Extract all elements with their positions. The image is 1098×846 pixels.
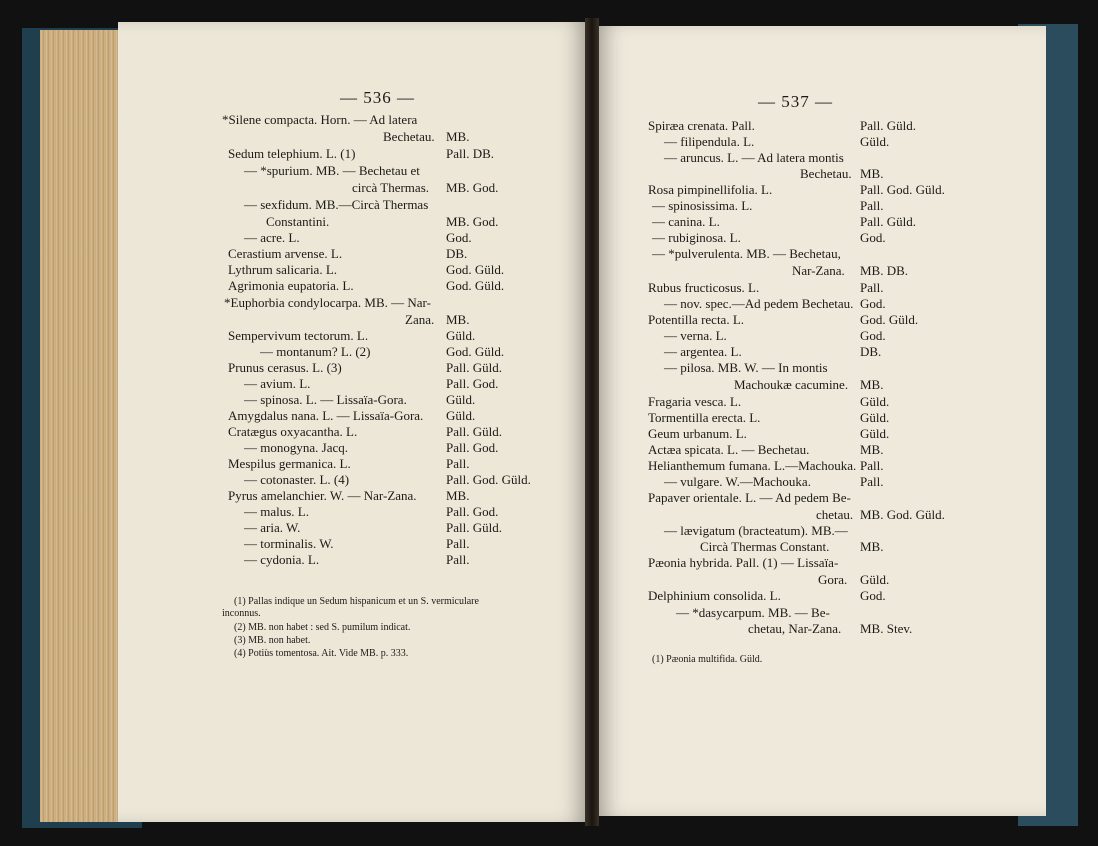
left-entry-text: — avium. L. (244, 376, 311, 391)
right-entry-source: Pall. Güld. (860, 214, 916, 229)
right-entry-text: — canina. L. (652, 214, 720, 229)
right-entry-source: God. (860, 230, 886, 245)
right-entry-source: God. (860, 296, 886, 311)
right-entry-text: chetau, Nar-Zana. (748, 621, 842, 636)
right-entry-source: DB. (860, 344, 882, 359)
right-entry-text: — pilosa. MB. W. — In montis (664, 360, 828, 375)
right-page-number: — 537 — (758, 92, 833, 111)
left-entry-text: — monogyna. Jacq. (244, 440, 348, 455)
left-entry-text: — aria. W. (244, 520, 301, 535)
left-entry-text: — montanum? L. (2) (260, 344, 371, 359)
right-entry-text: — spinosissima. L. (652, 198, 753, 213)
left-page-number: — 536 — (340, 88, 415, 107)
left-entry-source: Pall. God. (446, 376, 499, 391)
left-entry-source: Güld. (446, 392, 476, 407)
left-entry-source: God. (446, 230, 472, 245)
right-entry-text: Potentilla recta. L. (648, 312, 745, 327)
left-footnote-1a: (1) Pallas indique un Sedum hispanicum et un S. vermiculare (234, 596, 479, 607)
left-entry-source: God. Güld. (446, 262, 505, 277)
right-entry-text: Circà Thermas Constant. (700, 539, 830, 554)
book-gutter (585, 18, 599, 826)
left-entry-source: Pall. God. Güld. (446, 472, 531, 487)
right-entry-source: MB. (860, 442, 884, 457)
right-entry-source: Güld. (860, 134, 890, 149)
right-entry-source: MB. DB. (860, 263, 909, 278)
right-entry-source: MB. (860, 539, 884, 554)
left-entry-source: MB. (446, 129, 470, 144)
right-entry-text: Fragaria vesca. L. (648, 394, 742, 409)
left-footnote-3: (3) MB. non habet. (234, 635, 311, 646)
left-entry-source: MB. (446, 488, 470, 503)
right-entry-text: Helianthemum fumana. L.—Machouka. (648, 458, 857, 473)
right-entry-text: Spiræa crenata. Pall. (648, 118, 755, 133)
left-entry-source: Pall. Güld. (446, 360, 502, 375)
right-entry-source: Pall. (860, 474, 884, 489)
right-footnote-1: (1) Pæonia multifida. Güld. (652, 654, 763, 665)
left-entry-text: Pyrus amelanchier. W. — Nar-Zana. (228, 488, 417, 503)
right-entry-source: Güld. (860, 410, 890, 425)
right-entry-text: — *dasycarpum. MB. — Be- (676, 605, 830, 620)
left-entry-text: Lythrum salicaria. L. (228, 262, 338, 277)
left-entry-text: — acre. L. (244, 230, 300, 245)
right-entry-text: — *pulverulenta. MB. — Bechetau, (652, 246, 841, 261)
left-entry-text: Amygdalus nana. L. — Lissaïa-Gora. (228, 408, 424, 423)
left-entry-text: — sexfidum. MB.—Circà Thermas (244, 197, 429, 212)
right-entry-source: MB. (860, 166, 884, 181)
left-entry-source: MB. (446, 312, 470, 327)
left-entry-text: Prunus cerasus. L. (3) (228, 360, 342, 375)
right-entry-text: — filipendula. L. (664, 134, 755, 149)
right-entry-source: Güld. (860, 394, 890, 409)
right-entry-text: — rubiginosa. L. (652, 230, 741, 245)
left-entry-text: Zana. (405, 312, 435, 327)
right-entry-text: Rubus fructicosus. L. (648, 280, 760, 295)
right-entry-source: God. (860, 328, 886, 343)
left-entry-source: Pall. God. (446, 504, 499, 519)
left-entry-text: circà Thermas. (352, 180, 429, 195)
left-entry-text: — spinosa. L. — Lissaïa-Gora. (244, 392, 407, 407)
right-entry-text: Rosa pimpinellifolia. L. (648, 182, 773, 197)
left-entry-text: — cydonia. L. (244, 552, 320, 567)
right-entry-text: Pæonia hybrida. Pall. (1) — Lissaïa- (648, 555, 839, 570)
right-entry-text: Papaver orientale. L. — Ad pedem Be- (648, 490, 851, 505)
left-entry-text: — torminalis. W. (244, 536, 334, 551)
right-entry-source: Pall. (860, 458, 884, 473)
left-entry-text: — cotonaster. L. (4) (244, 472, 350, 487)
left-entry-text: Sempervivum tectorum. L. (228, 328, 369, 343)
right-entry-text: — aruncus. L. — Ad latera montis (664, 150, 844, 165)
left-entry-text: Sedum telephium. L. (1) (228, 146, 356, 161)
page-edges (40, 30, 122, 822)
left-entry-source: God. Güld. (446, 278, 505, 293)
left-entry-text: Cratægus oxyacantha. L. (228, 424, 358, 439)
left-entry-text: — *spurium. MB. — Bechetau et (244, 163, 420, 178)
right-entry-text: Tormentilla erecta. L. (648, 410, 761, 425)
right-entry-text: Gora. (818, 572, 848, 587)
left-entry-text: Constantini. (266, 214, 330, 229)
right-entry-text: — nov. spec.—Ad pedem Bechetau. (664, 296, 854, 311)
left-footnote-2: (2) MB. non habet : sed S. pumilum indicat. (234, 622, 411, 633)
left-entry-source: Pall. (446, 536, 470, 551)
left-footnote-1b: inconnus. (222, 608, 261, 619)
left-entry-source: Pall. Güld. (446, 424, 502, 439)
right-entry-source: Güld. (860, 572, 890, 587)
right-entry-text: — lævigatum (bracteatum). MB.— (664, 523, 848, 538)
right-entry-source: Güld. (860, 426, 890, 441)
right-entry-text: Bechetau. (800, 166, 852, 181)
right-entry-source: Pall. (860, 280, 884, 295)
left-entry-source: Güld. (446, 328, 476, 343)
left-entry-text: Mespilus germanica. L. (228, 456, 351, 471)
left-entry-source: DB. (446, 246, 468, 261)
right-entry-source: MB. God. Güld. (860, 507, 945, 522)
right-entry-text: Nar-Zana. (792, 263, 845, 278)
left-entry-source: Pall. Güld. (446, 520, 502, 535)
left-entry-text: *Silene compacta. Horn. — Ad latera (222, 112, 418, 127)
left-entry-source: Pall. DB. (446, 146, 495, 161)
right-entry-text: — vulgare. W.—Machouka. (664, 474, 811, 489)
right-entry-source: Pall. Güld. (860, 118, 916, 133)
left-footnote-4: (4) Potiùs tomentosa. Ait. Vide MB. p. 333. (234, 648, 409, 659)
right-entry-source: God. (860, 588, 886, 603)
right-entry-source: Pall. God. Güld. (860, 182, 945, 197)
right-entry-text: — verna. L. (664, 328, 727, 343)
left-entry-source: Pall. God. (446, 440, 499, 455)
right-entry-text: chetau. (816, 507, 854, 522)
left-entry-text: Agrimonia eupatoria. L. (228, 278, 354, 293)
left-entry-text: *Euphorbia condylocarpa. MB. — Nar- (224, 295, 431, 310)
left-entry-source: Pall. (446, 552, 470, 567)
right-entry-source: God. Güld. (860, 312, 919, 327)
right-entry-source: Pall. (860, 198, 884, 213)
right-entry-source: MB. Stev. (860, 621, 913, 636)
right-entry-text: — argentea. L. (664, 344, 742, 359)
left-entry-source: MB. God. (446, 214, 499, 229)
left-entry-source: God. Güld. (446, 344, 505, 359)
left-entry-text: — malus. L. (244, 504, 309, 519)
right-entry-text: Delphinium consolida. L. (648, 588, 781, 603)
left-entry-text: Cerastium arvense. L. (228, 246, 343, 261)
left-entry-source: MB. God. (446, 180, 499, 195)
right-entry-text: Machoukæ cacumine. (734, 377, 849, 392)
right-entry-text: Geum urbanum. L. (648, 426, 747, 441)
right-entry-source: MB. (860, 377, 884, 392)
right-entry-text: Actæa spicata. L. — Bechetau. (648, 442, 810, 457)
left-entry-text: Bechetau. (383, 129, 435, 144)
left-entry-source: Pall. (446, 456, 470, 471)
left-entry-source: Güld. (446, 408, 476, 423)
